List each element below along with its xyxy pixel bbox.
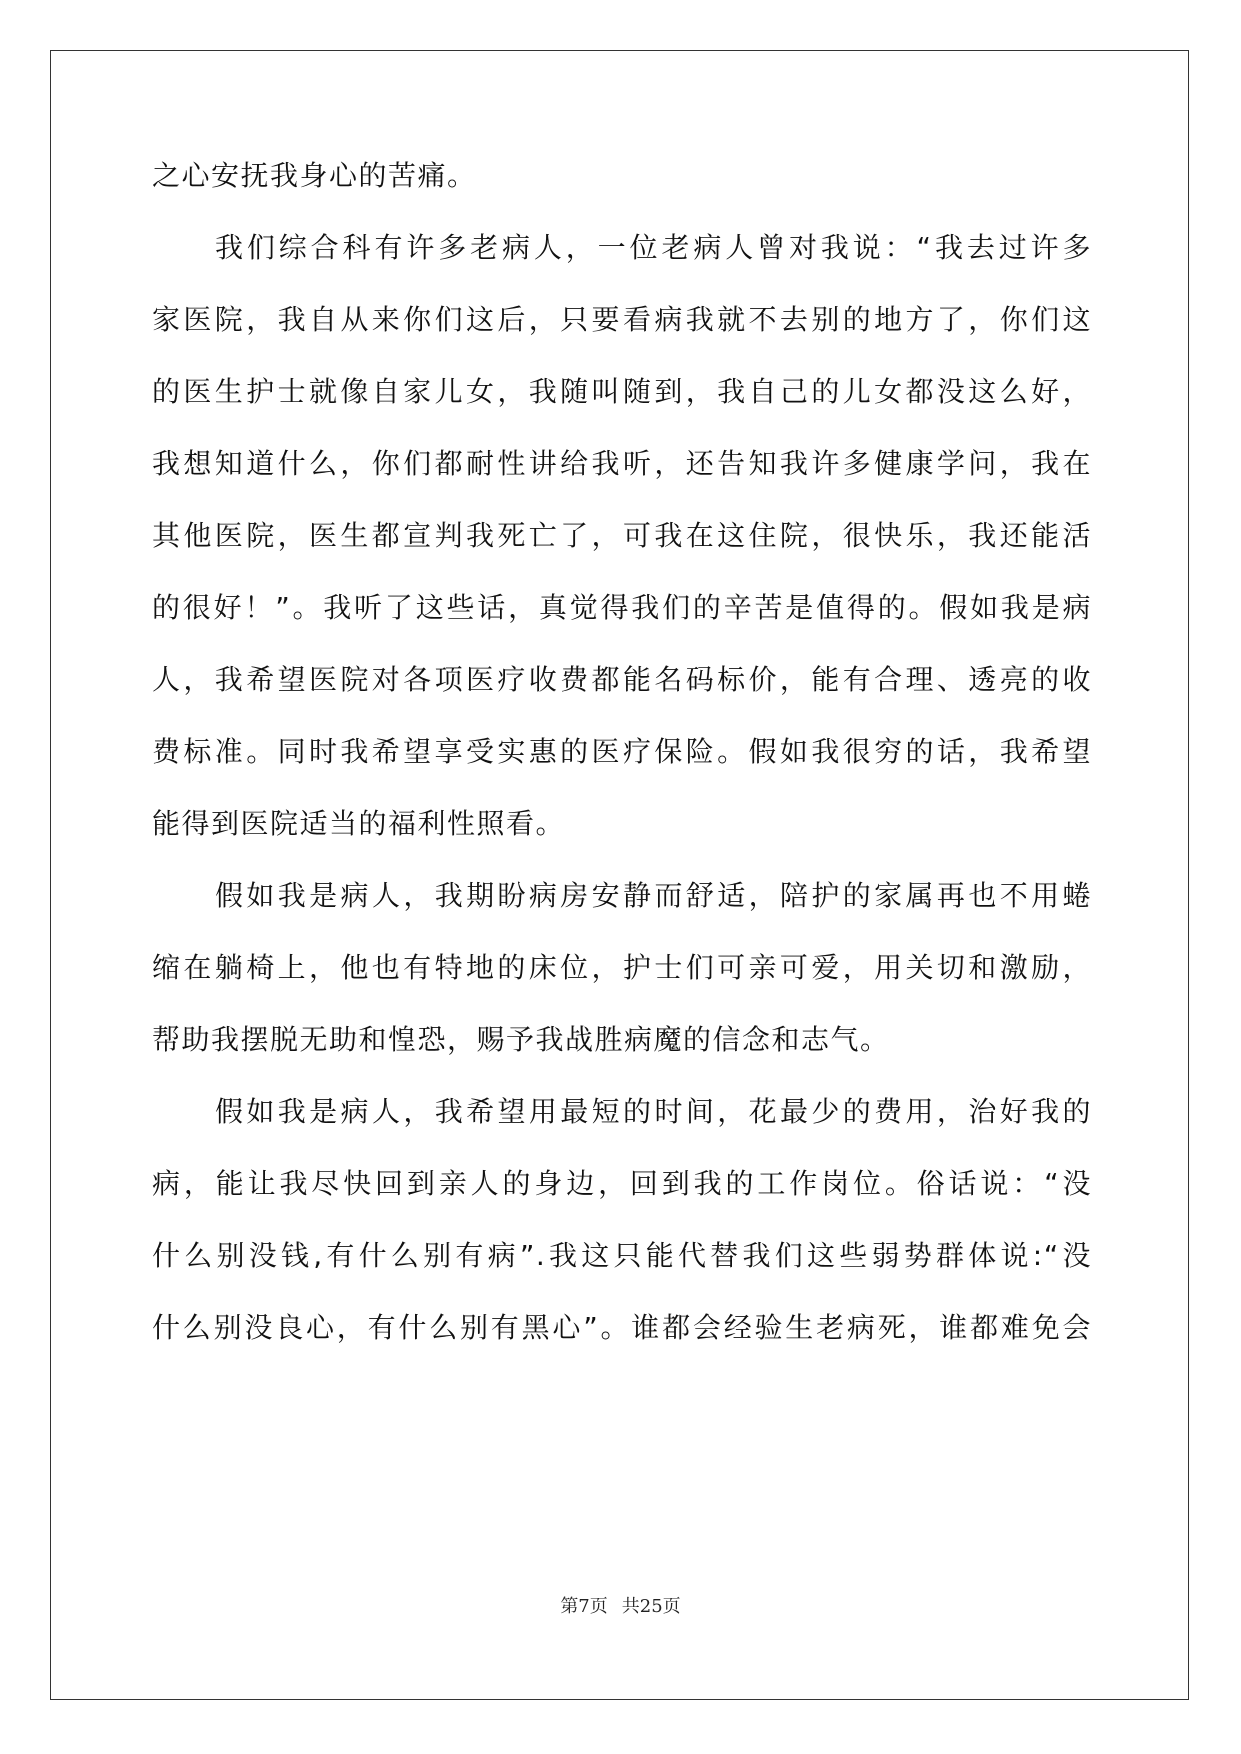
text-line: 之心安抚我身心的苦痛。: [152, 159, 477, 192]
text-line: 帮助我摆脱无助和惶恐，赐予我战胜病魔的信念和志气。: [152, 1023, 890, 1056]
page-border: [50, 50, 1189, 1700]
paragraph-first-line: 假如我是病人，我期盼病房安静而舒适，陪护的家属再也不用蜷: [215, 879, 1092, 912]
page-footer: [0, 1595, 1241, 1619]
text-line: 缩在躺椅上，他也有特地的床位，护士们可亲可爱，用关切和激励，: [152, 951, 1092, 984]
text-line: 能得到医院适当的福利性照看。: [152, 807, 566, 840]
text-line: 的很好！”。我听了这些话，真觉得我们的辛苦是值得的。假如我是病: [152, 591, 1092, 624]
text-line: 我想知道什么，你们都耐性讲给我听，还告知我许多健康学问，我在: [152, 447, 1092, 480]
paragraph-first-line: 假如我是病人，我希望用最短的时间，花最少的费用，治好我的: [215, 1095, 1092, 1128]
page-number-current: 第7页: [560, 1596, 608, 1617]
text-line: 费标准。同时我希望享受实惠的医疗保险。假如我很穷的话，我希望: [152, 735, 1092, 768]
text-line: 病，能让我尽快回到亲人的身边，回到我的工作岗位。俗话说：“没: [152, 1167, 1092, 1200]
text-line: 什么别没良心，有什么别有黑心”。谁都会经验生老病死，谁都难免会: [152, 1311, 1092, 1344]
text-line: 家医院，我自从来你们这后，只要看病我就不去别的地方了，你们这: [152, 303, 1092, 336]
text-line: 人，我希望医院对各项医疗收费都能名码标价，能有合理、透亮的收: [152, 663, 1092, 696]
text-line: 的医生护士就像自家儿女，我随叫随到，我自己的儿女都没这么好，: [152, 375, 1092, 408]
page-number-total: 共25页: [621, 1596, 681, 1617]
paragraph-first-line: 我们综合科有许多老病人，一位老病人曾对我说：“我去过许多: [215, 231, 1092, 264]
text-line: 什么别没钱,有什么别有病”.我这只能代替我们这些弱势群体说:“没: [152, 1239, 1092, 1272]
text-line: 其他医院，医生都宣判我死亡了，可我在这住院，很快乐，我还能活: [152, 519, 1092, 552]
